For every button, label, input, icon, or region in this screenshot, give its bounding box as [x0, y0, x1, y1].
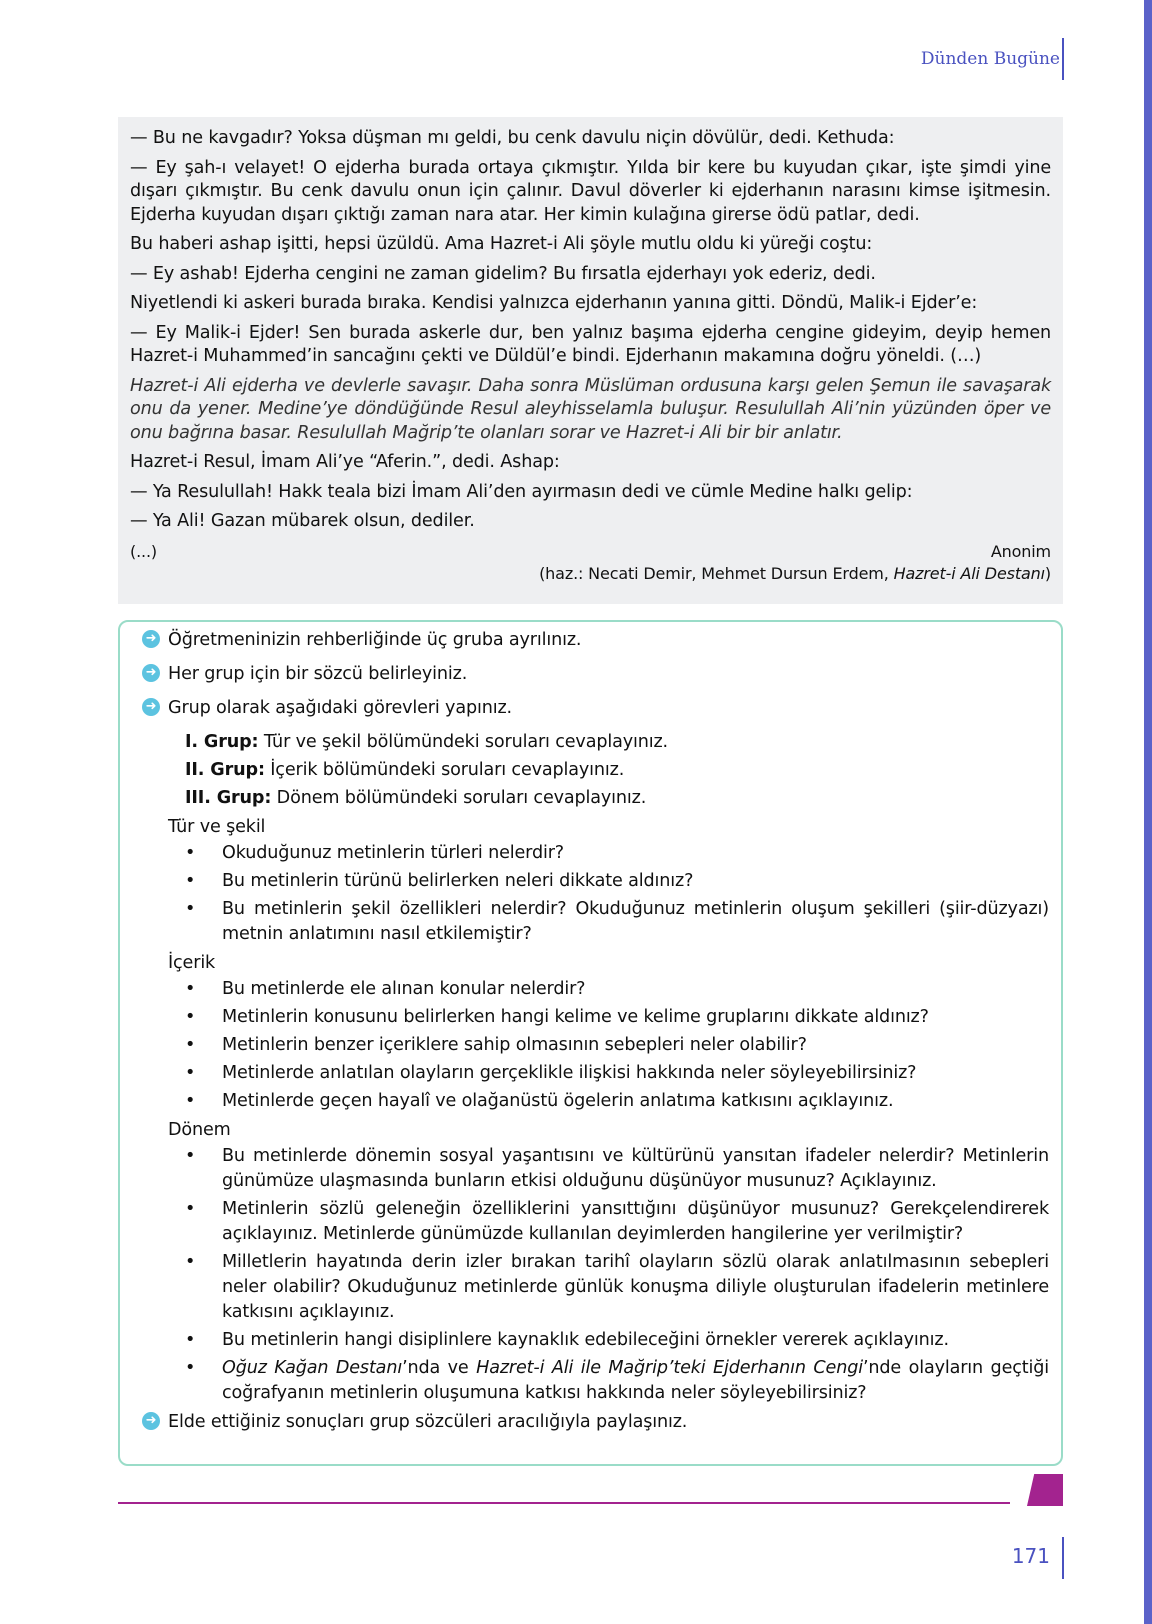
excerpt-paragraph: — Ya Resulullah! Hakk teala bizi İmam Ali’den ayırmasın dedi ve cümle Medine halkı gelip: [130, 481, 913, 502]
question-item: • Oğuz Kağan Destanı’nda ve Hazret-i Ali ile Mağrip’teki Ejderhanın Cengi’nde olayların geçtiği coğrafyanın metinlerin oluşumuna katkısı hakkında neler söyleyebilirsiniz? [168, 1356, 1049, 1406]
arrow-right-icon: ➜ [142, 664, 160, 682]
question-item: • Metinlerin benzer içeriklere sahip olmasının sebepleri neler olabilir? [168, 1033, 1049, 1058]
question-item: • Okuduğunuz metinlerin türleri nelerdir? [168, 841, 1049, 866]
arrow-right-icon: ➜ [142, 630, 160, 648]
excerpt-paragraph: — Ey Malik-i Ejder! Sen burada askerle dur, ben yalnız başıma ejderha cengine gideyim, deyip hemen Hazret-i Muhammed’in sancağını çekti ve Düldül’e bindi. Ejderhanın makamına doğru yöneldi. (…) [130, 322, 1051, 366]
group-assignment: III. Grup: Dönem bölümündeki soruları cevaplayınız. [185, 788, 647, 808]
question-item: • Metinlerin sözlü geleneğin özelliklerini yansıttığını düşünüyor musunuz? Gerekçelendirerek açıklayınız. Metinlerde günümüzde kullanılan deyimlerden hangilerine yer verilmiştir? [168, 1197, 1049, 1247]
excerpt-author: Anonim [990, 541, 1051, 561]
excerpt-ellipsis: (...) [130, 541, 157, 561]
header-divider [1062, 38, 1064, 80]
excerpt-box [118, 117, 1063, 604]
activity-step: ➜ Her grup için bir sözcü belirleyiniz. [168, 662, 1049, 687]
activity-box [118, 620, 1063, 1466]
section-title-donem: Dönem [168, 1120, 231, 1140]
question-item: • Metinlerin konusunu belirlerken hangi kelime ve kelime gruplarını dikkate aldınız? [168, 1005, 1049, 1030]
question-list [168, 841, 1049, 947]
section-title-icerik: İçerik [168, 953, 216, 973]
question-item: • Bu metinlerin türünü belirlerken neleri dikkate aldınız? [168, 869, 1049, 894]
excerpt-paragraph: Niyetlendi ki askeri burada bıraka. Kendisi yalnızca ejderhanın yanına gitti. Döndü, Malik-i Ejder’e: [130, 293, 978, 313]
excerpt-paragraph: Hazret-i Resul, İmam Ali’ye “Aferin.”, dedi. Ashap: [130, 452, 560, 472]
running-header: Dünden Bugüne [920, 49, 1060, 69]
excerpt-attribution [130, 540, 1051, 586]
excerpt-paragraph: — Ey ashab! Ejderha cengini ne zaman gidelim? Bu fırsatla ejderhayı yok ederiz, dedi. [130, 263, 876, 284]
question-item: • Bu metinlerde dönemin sosyal yaşantısını ve kültürünü yansıtan ifadeler nelerdir? Metinlerin günümüze ulaşmasında bunların etkisi olduğunu düşünüyor musunuz? Açıklayınız. [168, 1144, 1049, 1194]
excerpt-paragraph: — Bu ne kavgadır? Yoksa düşman mı geldi, bu cenk davulu niçin dövülür, dedi. Kethuda: [130, 128, 895, 148]
group-assignment: I. Grup: Tür ve şekil bölümündeki soruları cevaplayınız. [185, 732, 668, 752]
group-assignments [185, 730, 1049, 811]
excerpt-paragraph: Bu haberi ashap işitti, hepsi üzüldü. Ama Hazret-i Ali şöyle mutlu oldu ki yüreği coştu: [130, 234, 873, 254]
question-item: • Metinlerde geçen hayalî ve olağanüstü ögelerin anlatıma katkısını açıklayınız. [168, 1089, 1049, 1114]
arrow-right-icon: ➜ [142, 1412, 160, 1430]
excerpt-paragraph: — Ey şah-ı velayet! O ejderha burada ortaya çıkmıştır. Yılda bir kere bu kuyudan çıkar, işte şimdi yine dışarı çıkmıştır. Bu cenk davulu onun için çalınır. Davul döverler ki ejderhanın narasını kimse işitmesin. Ejderha kuyudan dışarı çıktığı zaman nara atar. Her kimin kulağına girerse ödü patlar, dedi. [130, 157, 1051, 225]
footer-tab [1027, 1474, 1063, 1506]
activity-step: ➜ Elde ettiğiniz sonuçları grup sözcüleri aracılığıyla paylaşınız. [168, 1410, 1049, 1435]
footer-rule [118, 1502, 1010, 1504]
question-list [168, 1144, 1049, 1406]
question-item: • Milletlerin hayatında derin izler bırakan tarihî olayların sözlü olarak anlatılmasının sebepleri neler olabilir? Okuduğunuz metinlerde günlük konuşma diliyle oluşturulan ifadelerin metinlere katkısını açıklayınız. [168, 1250, 1049, 1325]
question-item: • Bu metinlerin hangi disiplinlere kaynaklık edebileceğini örnekler vererek açıklayınız. [168, 1328, 1049, 1353]
excerpt-summary: Hazret-i Ali ejderha ve devlerle savaşır. Daha sonra Müslüman ordusuna karşı gelen Şemun ile savaşarak onu da yener. Medine’ye döndüğünde Resul aleyhisselamla buluşur. Resulullah Ali’nin yüzünden öper ve onu bağrına basar. Resulullah Mağrip’te olanları sorar ve Hazret-i Ali bir bir anlatır. [130, 375, 1051, 443]
question-list [168, 977, 1049, 1114]
question-item: • Bu metinlerin şekil özellikleri nelerdir? Okuduğunuz metinlerin oluşum şekilleri (şiir-düzyazı) metnin anlatımını nasıl etkilemiştir? [168, 897, 1049, 947]
activity-step: ➜ Öğretmeninizin rehberliğinde üç gruba ayrılınız. [168, 628, 1049, 653]
page-number: 171 [1011, 1544, 1050, 1568]
page-number-divider [1062, 1537, 1064, 1579]
excerpt-source: (haz.: Necati Demir, Mehmet Dursun Erdem, Hazret-i Ali Destanı) [539, 563, 1051, 583]
right-edge-bar [1144, 0, 1152, 1624]
question-item: • Metinlerde anlatılan olayların gerçeklikle ilişkisi hakkında neler söyleyebilirsiniz? [168, 1061, 1049, 1086]
group-assignment: II. Grup: İçerik bölümündeki soruları cevaplayınız. [185, 760, 625, 780]
section-title-tur-ve-sekil: Tür ve şekil [168, 817, 266, 837]
excerpt-paragraph: — Ya Ali! Gazan mübarek olsun, dediler. [130, 511, 475, 531]
question-item: • Bu metinlerde ele alınan konular nelerdir? [168, 977, 1049, 1002]
activity-step: ➜ Grup olarak aşağıdaki görevleri yapınız. [168, 696, 1049, 721]
arrow-right-icon: ➜ [142, 698, 160, 716]
